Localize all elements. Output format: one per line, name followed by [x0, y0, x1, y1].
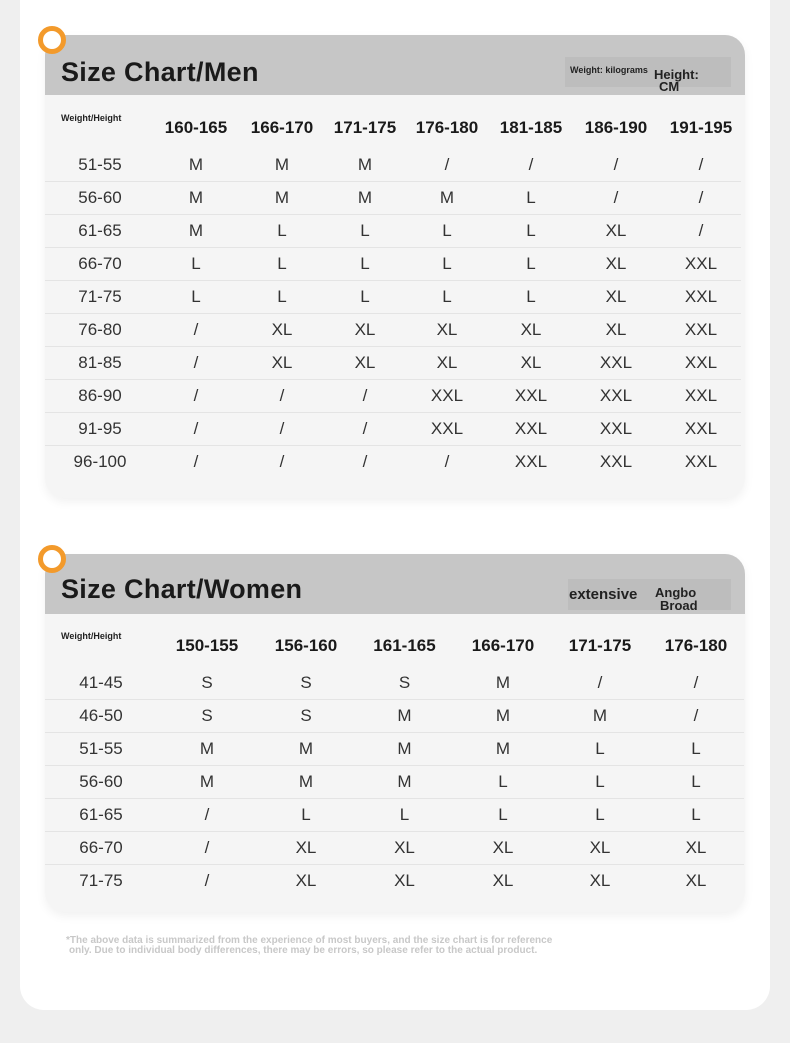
men-size-cell: L — [237, 248, 327, 281]
men-size-cell: L — [327, 215, 403, 248]
men-table-row — [45, 380, 741, 413]
men-size-cell: XXL — [491, 380, 571, 413]
men-size-cell: XXL — [571, 413, 661, 446]
women-weight-cell: 41-45 — [45, 667, 157, 700]
women-size-cell: L — [454, 799, 552, 832]
women-table-row — [45, 799, 744, 832]
women-size-cell: L — [648, 799, 744, 832]
women-size-cell: / — [648, 700, 744, 733]
women-table-row — [45, 766, 744, 799]
women-table-row — [45, 667, 744, 700]
men-size-cell: XL — [403, 314, 491, 347]
men-column-header: 171-175 — [333, 118, 397, 137]
women-size-chart-card — [45, 554, 745, 912]
women-size-cell: S — [157, 667, 257, 700]
women-weight-cell: 71-75 — [79, 871, 123, 890]
women-column-header: 171-175 — [568, 636, 632, 655]
men-weight-cell: 91-95 — [45, 413, 155, 446]
men-size-cell: / — [237, 380, 327, 413]
men-weight-cell: 86-90 — [45, 380, 155, 413]
women-size-cell: / — [552, 667, 648, 700]
women-size-cell: S — [257, 700, 355, 733]
men-weight-cell: 66-70 — [45, 248, 155, 281]
men-weight-cell: 61-65 — [45, 215, 155, 248]
women-size-cell: M — [454, 700, 552, 733]
men-table-row — [45, 413, 741, 446]
men-size-cell: XL — [571, 281, 661, 314]
footnote-line: *The above data is summarized from the experience of most buyers, and the size chart is for reference — [66, 935, 553, 946]
men-size-cell: L — [491, 182, 571, 215]
men-column-header: 160-165 — [164, 118, 228, 137]
men-weight-cell: 51-55 — [45, 149, 155, 182]
women-size-cell: / — [157, 799, 257, 832]
women-size-cell: L — [552, 733, 648, 766]
men-size-cell: XXL — [661, 248, 741, 281]
women-size-cell: L — [552, 799, 648, 832]
women-weight-cell: 61-65 — [45, 799, 157, 832]
men-size-cell: XXL — [491, 413, 571, 446]
men-size-cell: L — [155, 281, 237, 314]
men-size-cell: XXL — [661, 380, 741, 413]
men-size-chart-card — [45, 35, 745, 498]
women-size-cell: S — [157, 700, 257, 733]
men-size-cell: L — [491, 215, 571, 248]
women-size-cell: L — [552, 766, 648, 799]
men-size-cell: M — [327, 149, 403, 182]
women-column-header: 156-160 — [274, 636, 338, 655]
men-size-cell: L — [403, 248, 491, 281]
men-chart-title: Size Chart/Men — [61, 57, 259, 87]
men-size-table — [45, 107, 741, 478]
women-weight-cell: 51-55 — [45, 733, 157, 766]
men-size-cell: L — [237, 215, 327, 248]
men-weight-unit-note: Weight: kilograms — [570, 65, 648, 75]
men-size-cell: / — [571, 149, 661, 182]
women-size-cell: XL — [257, 832, 355, 865]
men-size-cell: XL — [327, 314, 403, 347]
men-size-cell: XL — [571, 314, 661, 347]
men-weight-cell: 76-80 — [45, 314, 155, 347]
men-size-cell: / — [571, 182, 661, 215]
women-size-cell: XL — [648, 832, 744, 865]
women-size-cell: M — [454, 667, 552, 700]
men-weight-cell: 56-60 — [45, 182, 155, 215]
men-height-unit-cm: CM — [659, 79, 680, 94]
men-size-cell: / — [661, 215, 741, 248]
women-size-cell: S — [257, 667, 355, 700]
men-column-header: 186-190 — [584, 118, 648, 137]
women-chart-header — [45, 554, 745, 614]
men-corner-label: Weight/Height — [61, 113, 122, 123]
men-size-cell: XL — [403, 347, 491, 380]
women-chart-title: Size Chart/Women — [61, 574, 303, 604]
men-size-cell: XXL — [514, 452, 548, 471]
women-size-cell: XL — [295, 871, 317, 890]
men-size-cell: M — [327, 182, 403, 215]
women-column-header: 166-170 — [471, 636, 535, 655]
men-chart-header — [45, 35, 745, 95]
women-size-cell: M — [355, 733, 454, 766]
men-size-cell: / — [155, 314, 237, 347]
women-size-cell: XL — [394, 871, 415, 890]
women-column-header: 150-155 — [175, 636, 239, 655]
men-size-cell: / — [403, 149, 491, 182]
men-size-cell: M — [237, 149, 327, 182]
women-column-header: 176-180 — [664, 636, 728, 655]
men-size-cell: XL — [237, 347, 327, 380]
men-size-cell: L — [327, 281, 403, 314]
women-brand-note-extensive: extensive — [569, 586, 638, 603]
men-size-cell: / — [661, 149, 741, 182]
women-size-cell: M — [355, 766, 454, 799]
women-size-cell: L — [257, 799, 355, 832]
men-size-cell: / — [279, 452, 285, 471]
women-size-cell: XL — [355, 832, 454, 865]
men-table-header-row — [45, 107, 741, 149]
women-table-header-row — [45, 625, 744, 667]
men-size-cell: XL — [571, 248, 661, 281]
men-column-header: 191-195 — [669, 118, 733, 137]
women-size-cell: M — [257, 733, 355, 766]
women-size-cell: L — [648, 733, 744, 766]
men-column-header: 166-170 — [250, 118, 314, 137]
women-size-table — [45, 625, 744, 897]
women-size-cell: XL — [492, 871, 514, 890]
women-table-row — [45, 733, 744, 766]
women-column-header: 161-165 — [373, 636, 436, 655]
women-size-cell: / — [157, 832, 257, 865]
men-size-cell: / — [327, 380, 403, 413]
ring-icon — [38, 545, 66, 573]
women-size-cell: / — [648, 667, 744, 700]
women-size-cell: M — [454, 733, 552, 766]
footnote-line: only. Due to individual body differences, there may be errors, so please refer to the actual product. — [69, 945, 538, 956]
women-size-cell: XL — [454, 832, 552, 865]
men-size-cell: / — [237, 413, 327, 446]
women-weight-cell: 66-70 — [45, 832, 157, 865]
men-size-cell: XL — [571, 215, 661, 248]
women-table-row — [45, 700, 744, 733]
men-table-row — [45, 314, 741, 347]
men-size-cell: XL — [237, 314, 327, 347]
women-table-row — [45, 865, 744, 898]
men-size-cell: L — [491, 281, 571, 314]
men-weight-cell: 96-100 — [73, 452, 127, 471]
men-size-cell: M — [155, 149, 237, 182]
men-size-cell: XL — [491, 347, 571, 380]
men-size-cell: L — [491, 248, 571, 281]
women-corner-label: Weight/Height — [61, 631, 122, 641]
men-size-cell: L — [237, 281, 327, 314]
women-size-cell: XL — [685, 871, 707, 890]
women-size-cell: XL — [552, 832, 648, 865]
men-height-unit-note: Height: — [654, 67, 699, 82]
men-table-row — [45, 149, 741, 182]
men-size-cell: M — [155, 182, 237, 215]
women-size-cell: XL — [589, 871, 611, 890]
men-size-cell: M — [403, 182, 491, 215]
women-size-cell: M — [257, 766, 355, 799]
men-size-cell: L — [403, 281, 491, 314]
women-size-cell: M — [552, 700, 648, 733]
men-size-cell: XL — [491, 314, 571, 347]
women-size-cell: M — [355, 700, 454, 733]
men-column-header: 181-185 — [499, 118, 563, 137]
men-size-cell: XXL — [403, 380, 491, 413]
men-size-cell: M — [155, 215, 237, 248]
men-size-cell: XXL — [661, 314, 741, 347]
ring-icon — [38, 26, 66, 54]
men-size-cell: XXL — [661, 347, 741, 380]
men-size-cell: M — [237, 182, 327, 215]
men-size-cell: L — [327, 248, 403, 281]
men-size-cell: / — [193, 452, 199, 471]
women-size-cell: L — [648, 766, 744, 799]
women-size-cell: L — [355, 799, 454, 832]
women-brand-note-angbo: Angbo — [655, 585, 697, 600]
men-weight-cell: 71-75 — [45, 281, 155, 314]
men-size-cell: / — [444, 452, 450, 471]
men-size-cell: XXL — [571, 347, 661, 380]
men-table-row — [45, 347, 741, 380]
men-size-cell: XXL — [599, 452, 633, 471]
men-size-cell: / — [362, 452, 368, 471]
women-weight-cell: 56-60 — [45, 766, 157, 799]
men-size-cell: / — [327, 413, 403, 446]
men-size-cell: XXL — [661, 281, 741, 314]
men-size-cell: / — [155, 347, 237, 380]
men-size-cell: L — [403, 215, 491, 248]
men-table-row — [45, 215, 741, 248]
women-size-cell: L — [454, 766, 552, 799]
women-table-row — [45, 832, 744, 865]
women-weight-cell: 46-50 — [45, 700, 157, 733]
men-column-header: 176-180 — [415, 118, 479, 137]
men-size-cell: / — [491, 149, 571, 182]
men-size-cell: / — [661, 182, 741, 215]
men-table-row — [45, 182, 741, 215]
women-size-cell: M — [157, 766, 257, 799]
men-table-row — [45, 281, 741, 314]
women-size-cell: M — [157, 733, 257, 766]
men-weight-cell: 81-85 — [45, 347, 155, 380]
men-size-cell: L — [155, 248, 237, 281]
men-table-row — [45, 248, 741, 281]
men-size-cell: XXL — [661, 413, 741, 446]
disclaimer-footnote — [66, 936, 716, 956]
women-brand-note-broad: Broad — [660, 598, 698, 613]
men-size-cell: / — [155, 413, 237, 446]
men-size-cell: XXL — [684, 452, 718, 471]
men-size-cell: XXL — [571, 380, 661, 413]
men-size-cell: / — [155, 380, 237, 413]
men-size-cell: XXL — [403, 413, 491, 446]
men-size-cell: XL — [327, 347, 403, 380]
women-size-cell: S — [355, 667, 454, 700]
women-size-cell: / — [204, 871, 210, 890]
men-table-row — [45, 446, 741, 479]
